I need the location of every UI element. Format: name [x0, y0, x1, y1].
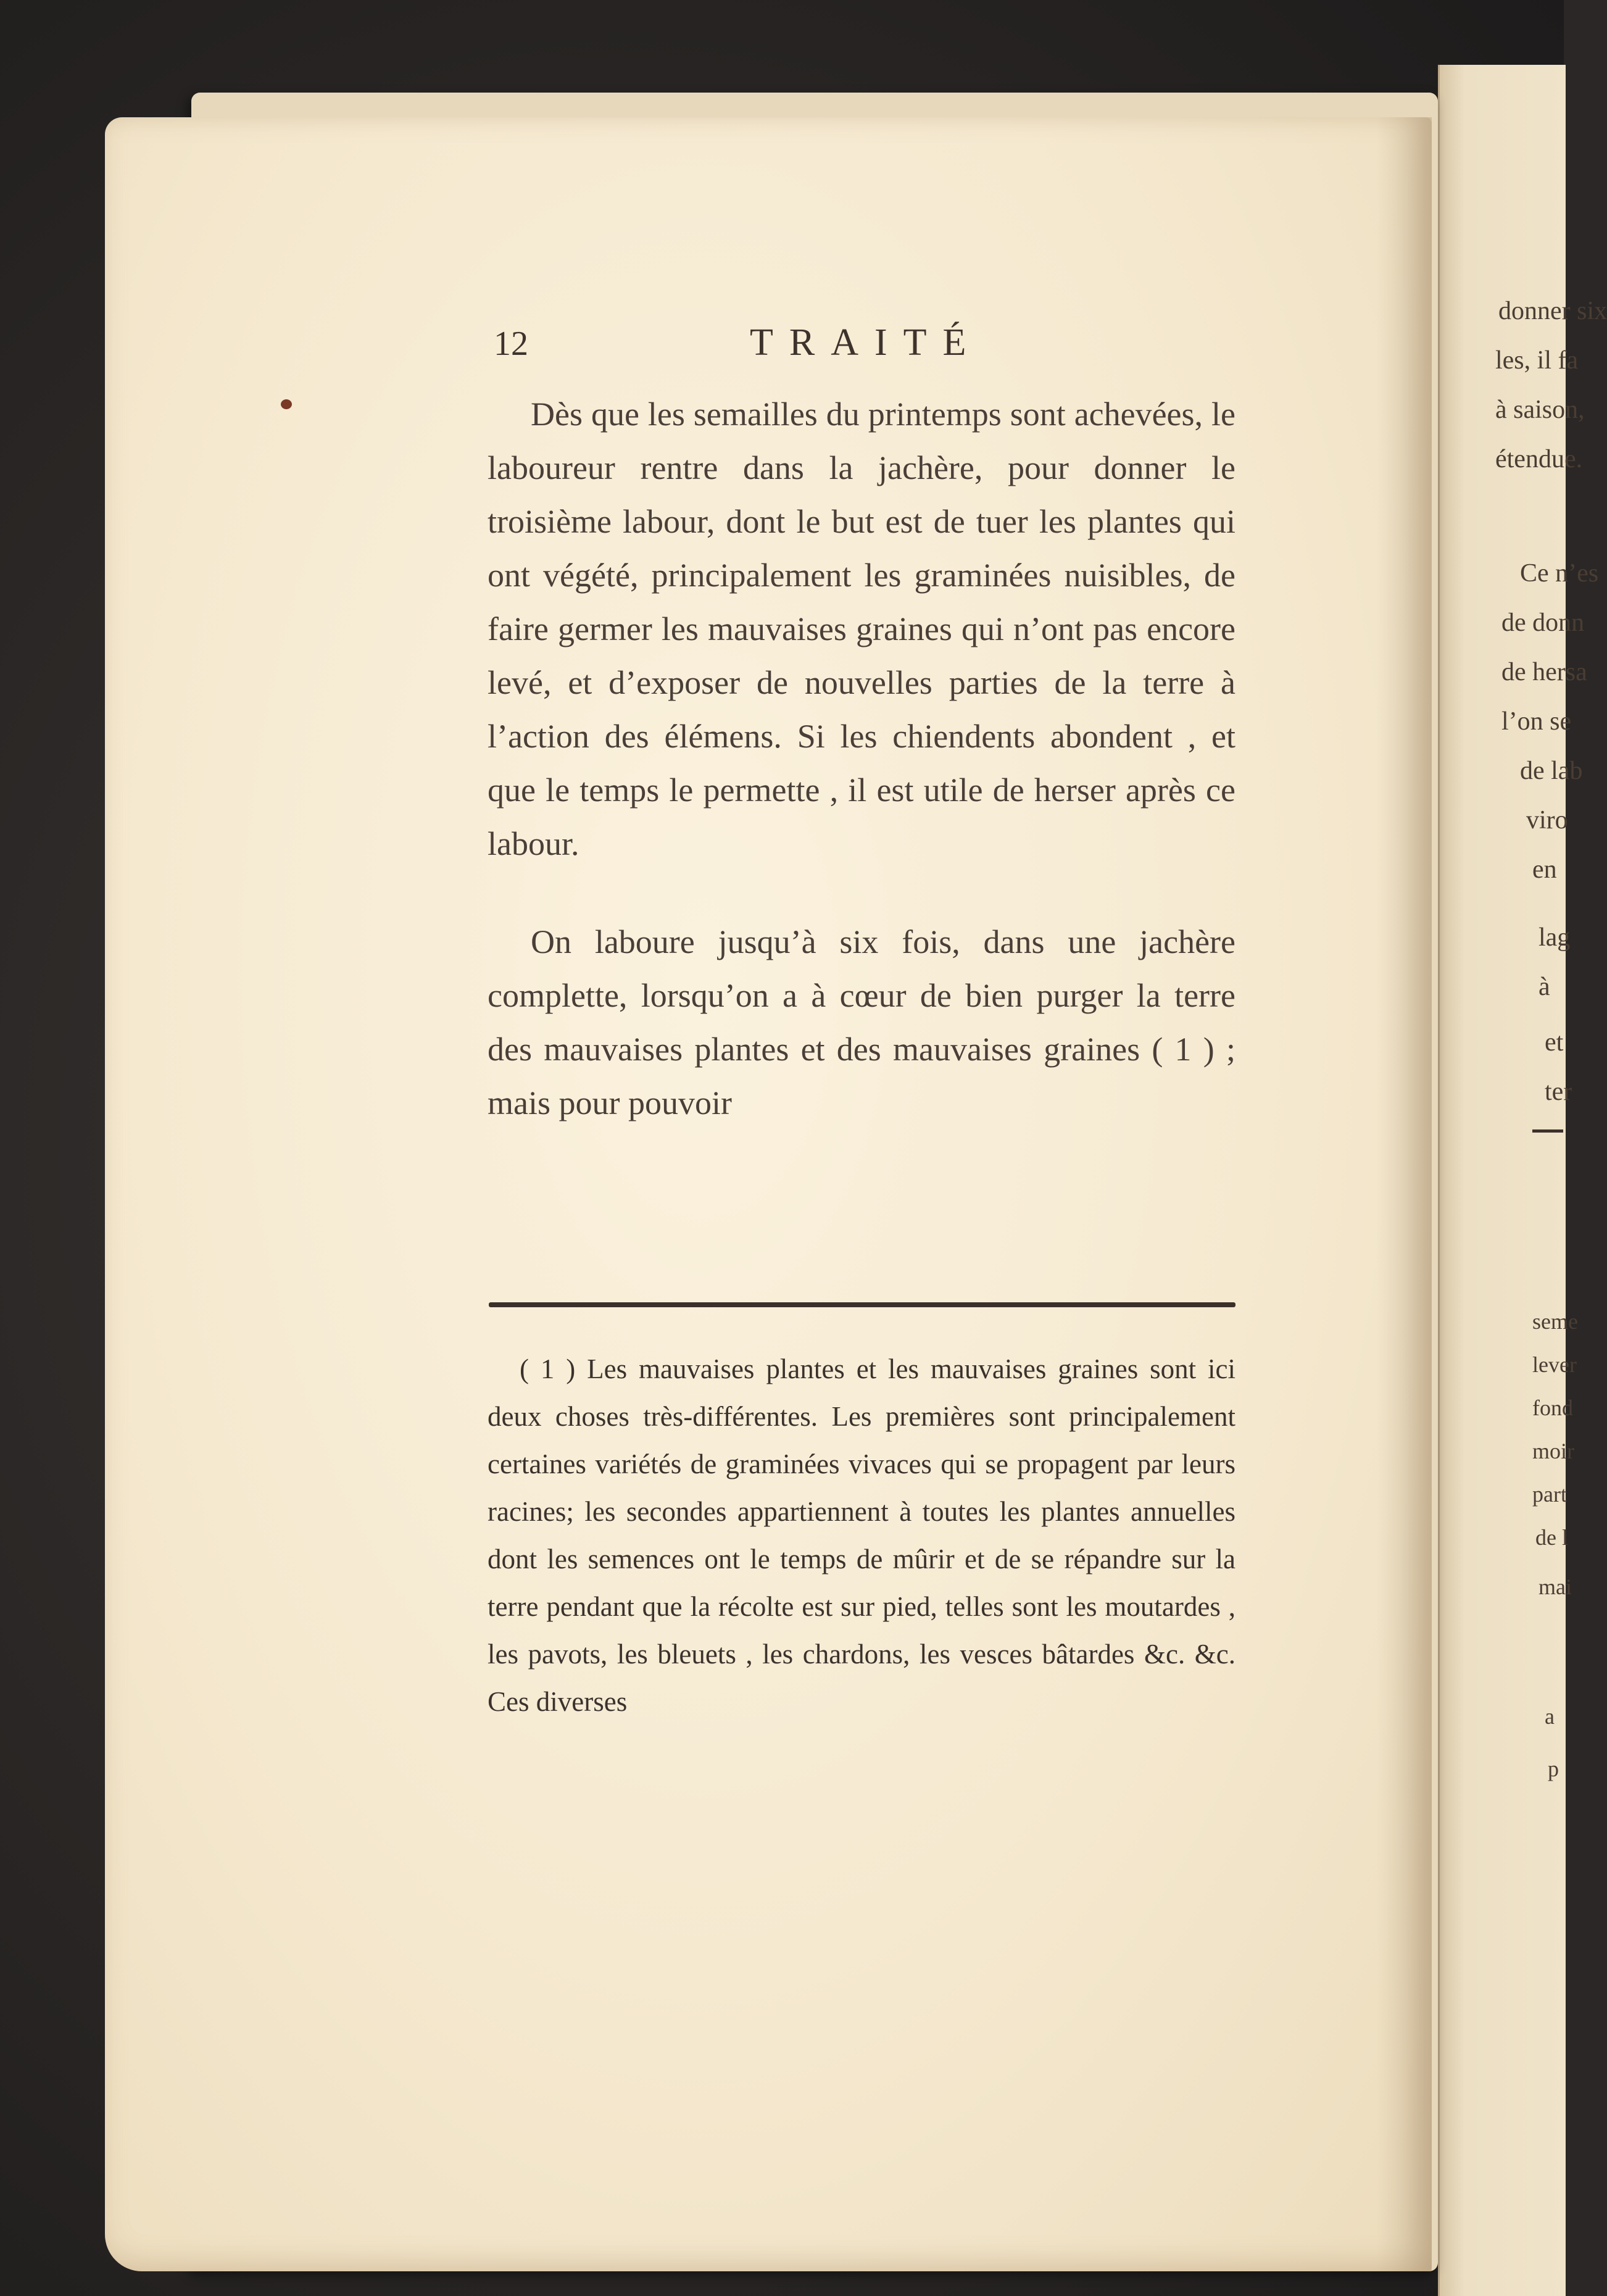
- facing-page-line: mai: [1538, 1574, 1572, 1599]
- paragraph: On laboure jusqu’à six fois, dans une jachère complette, lorsqu’on a à cœur de bien purger la terre des mauvaises plantes et des mauvaises graines ( 1 ) ; mais pour pouvoir: [488, 923, 1235, 1121]
- facing-page-line: à saison,: [1495, 396, 1585, 424]
- main-text: [488, 388, 1235, 1130]
- facing-page-line: de lab: [1520, 757, 1583, 785]
- facing-page-line: lever: [1532, 1352, 1577, 1377]
- facing-page-line: p: [1548, 1757, 1559, 1781]
- facing-page-line: l’on se: [1501, 707, 1572, 736]
- facing-page-line: les, il fa: [1495, 346, 1579, 375]
- facing-page-line: lag: [1538, 923, 1571, 952]
- page-gutter-shadow: [1376, 117, 1432, 2271]
- facing-page-line: seme: [1532, 1309, 1578, 1334]
- facing-page-line: ter: [1545, 1078, 1572, 1106]
- facing-page-line: et: [1545, 1028, 1564, 1057]
- facing-page-rule: [1532, 1129, 1563, 1133]
- facing-page-line: de l: [1535, 1525, 1568, 1550]
- facing-page-line: à: [1538, 973, 1550, 1001]
- page-number: 12: [494, 325, 528, 363]
- footnote-rule: [489, 1302, 1235, 1307]
- facing-page-line: viro: [1526, 806, 1568, 834]
- facing-page-line: en: [1532, 855, 1557, 884]
- facing-page-line: étendue.: [1495, 445, 1583, 473]
- facing-page-line: a: [1545, 1704, 1555, 1729]
- facing-page-line: moir: [1532, 1439, 1574, 1463]
- running-title: TRAITÉ: [750, 322, 982, 364]
- facing-page-line: Ce n’es: [1520, 559, 1599, 588]
- facing-page-line: part: [1532, 1482, 1567, 1507]
- footnote: [488, 1346, 1235, 1726]
- facing-page-line: de donn: [1501, 609, 1585, 637]
- facing-page-line: donner six: [1498, 297, 1607, 325]
- facing-page-line: de hersa: [1501, 658, 1587, 686]
- footnote-paragraph: ( 1 ) Les mauvaises plantes et les mauvaises graines sont ici deux choses très-différentes. Les premières sont principalement certaines variétés de graminées vivaces qui se propagent par leurs racines; les secondes appartiennent à toutes les plantes annuelles dont les semences ont le temps de mûrir et de se répandre sur la terre pendant que la récolte est sur pied, telles sont les moutardes , les pavots, les bleuets , les chardons, les vesces bâtardes &c. &c. Ces diverses: [488, 1354, 1235, 1717]
- facing-page-edge: [1438, 65, 1607, 2296]
- facing-page-line: fond: [1532, 1395, 1573, 1420]
- paragraph: Dès que les semailles du printemps sont achevées, le laboureur rentre dans la jachère, pour donner le troisième labour, dont le but est de tuer les plantes qui ont végété, principalement les graminées nuisibles, de faire germer les mauvaises graines qui n’ont pas encore levé, et d’exposer de nouvelles parties de la terre à l’action des élémens. Si les chiendents abondent , et que le temps le permette , il est utile de herser après ce labour.: [488, 396, 1235, 862]
- ink-blemish: [281, 399, 292, 409]
